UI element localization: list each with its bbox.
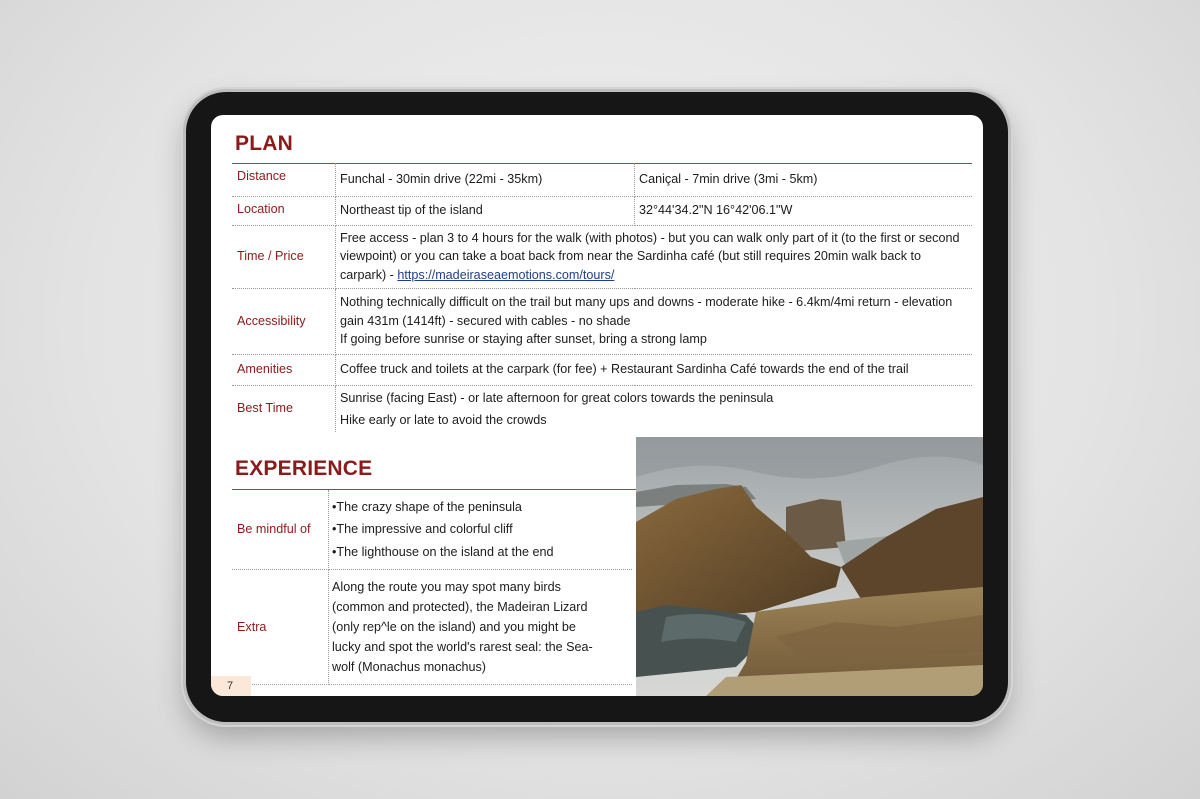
mindful-list — [329, 490, 633, 569]
accessibility-lamp-note: If going before sunrise or staying after sunset, bring a strong lamp — [340, 332, 707, 347]
table-row — [232, 354, 972, 385]
amenities-label: Amenities — [232, 354, 336, 385]
mindful-label: Be mindful of — [232, 490, 329, 569]
tours-link[interactable]: https://madeiraseaemotions.com/tours/ — [397, 267, 615, 282]
accessibility-line: Nothing technically difficult on the trail but many ups and downs - moderate hike - 6.4km/4mi return - elevation gain 431m (1414ft) - secured with cables - no shade — [340, 295, 953, 328]
extra-line: lucky and spot the world's rarest seal: the Sea- — [332, 639, 593, 654]
location-description: Northeast tip of the island — [336, 196, 635, 225]
time-price-text — [336, 225, 973, 288]
list-item: •The crazy shape of the peninsula — [332, 499, 522, 514]
table-row — [232, 569, 632, 684]
amenities-text: Coffee truck and toilets at the carpark (for fee) + Restaurant Sardinha Café towards the end of the trail — [336, 354, 973, 385]
location-coordinates: 32°44'34.2"N 16°42'06.1"W — [635, 196, 973, 225]
distance-canical: Caniçal - 7min drive (3mi - 5km) — [635, 163, 973, 196]
page-number: 7 — [211, 676, 251, 696]
table-row — [232, 163, 972, 196]
table-row — [232, 490, 632, 569]
table-row — [232, 288, 972, 354]
coastal-cliff-photo-icon — [636, 437, 983, 696]
table-row — [232, 225, 972, 288]
document-page — [211, 115, 983, 696]
accessibility-text — [336, 288, 973, 354]
best-time-label: Best Time — [232, 385, 336, 432]
extra-line: wolf (Monachus monachus) — [332, 659, 486, 674]
experience-heading: EXPERIENCE — [235, 457, 373, 480]
extra-line: Along the route you may spot many birds — [332, 579, 561, 594]
table-row — [232, 385, 972, 432]
distance-label: Distance — [232, 163, 336, 196]
table-row — [232, 196, 972, 225]
extra-text — [329, 569, 633, 684]
extra-line: (only rep^le on the island) and you might be — [332, 619, 576, 634]
extra-line: (common and protected), the Madeiran Lizard — [332, 599, 588, 614]
extra-label: Extra — [232, 569, 329, 684]
best-time-text — [336, 385, 973, 432]
list-item: •The impressive and colorful cliff — [332, 522, 513, 536]
best-time-line: Sunrise (facing East) - or late afternoon for great colors towards the peninsula — [340, 390, 774, 405]
best-time-crowds-note: Hike early or late to avoid the crowds — [340, 412, 547, 427]
plan-table — [232, 163, 972, 432]
time-price-description: Free access - plan 3 to 4 hours for the walk (with photos) - but you can walk only part of it (to the first or second viewpoint) or you can take a boat back from near the Sardinha café (but still requires 20min walk back to carpark) - — [340, 230, 960, 282]
experience-table — [232, 490, 632, 685]
time-price-label: Time / Price — [232, 225, 336, 288]
location-label: Location — [232, 196, 336, 225]
plan-heading: PLAN — [235, 132, 293, 155]
distance-funchal: Funchal - 30min drive (22mi - 35km) — [336, 163, 635, 196]
accessibility-label: Accessibility — [232, 288, 336, 354]
list-item: •The lighthouse on the island at the end — [332, 544, 554, 559]
